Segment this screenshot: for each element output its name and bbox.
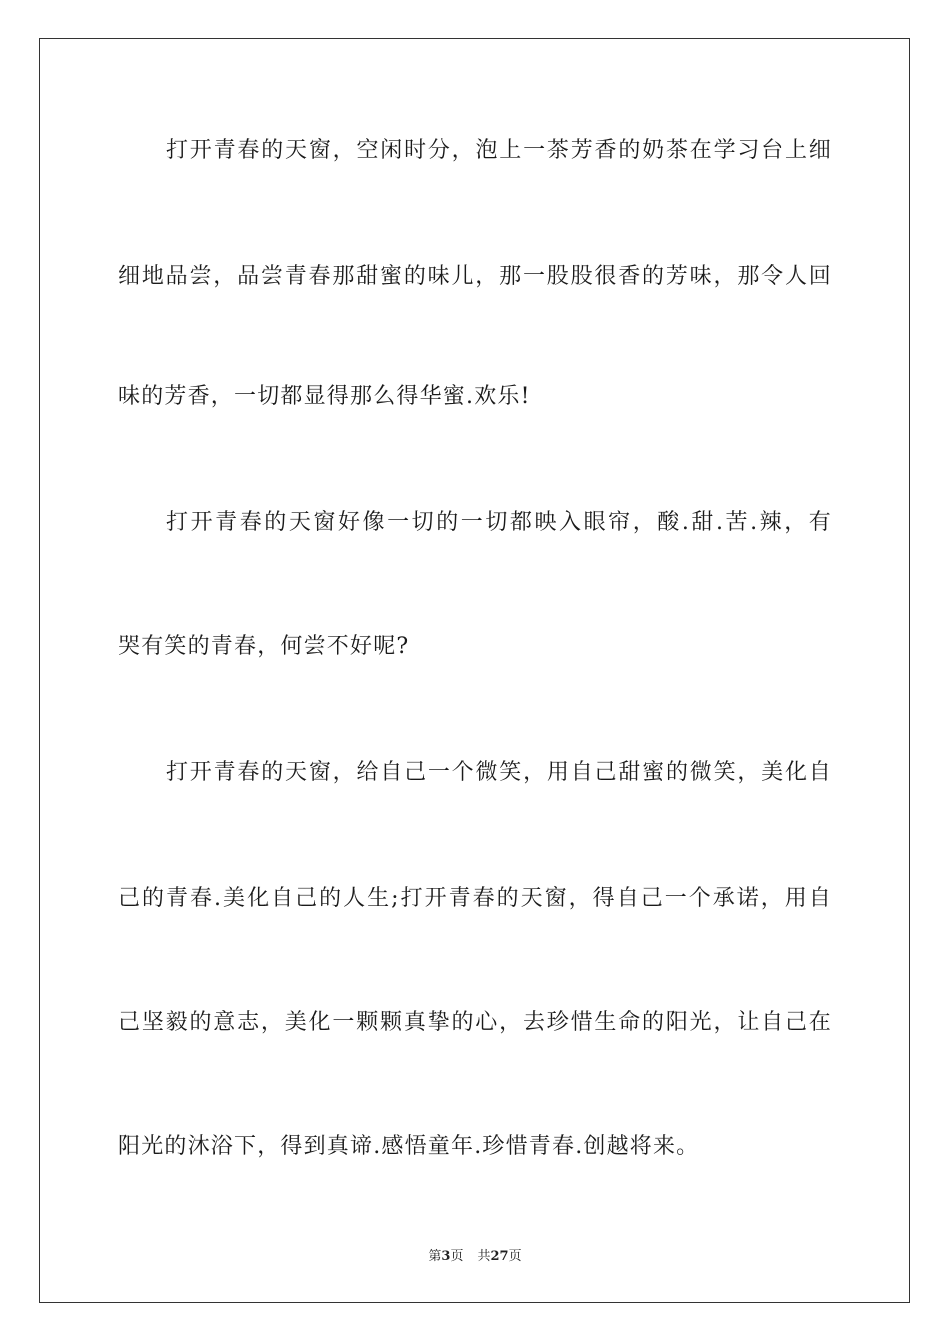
paragraph-1-line-3: 味的芳香，一切都显得那么得华蜜.欢乐! [118, 384, 531, 409]
footer-total-pages: 27 [490, 1249, 509, 1264]
paragraph-1-line-1: 打开青春的天窗，空闲时分，泡上一茶芳香的奶茶在学习台上细 [166, 138, 832, 163]
footer-page-number: 3 [441, 1249, 451, 1264]
page-border [39, 38, 910, 1303]
paragraph-3-line-2: 己的青春.美化自己的人生;打开青春的天窗，得自己一个承诺，用自 [118, 886, 832, 911]
footer-total-prefix: 共 [477, 1249, 491, 1264]
paragraph-1-line-2: 细地品尝，品尝青春那甜蜜的味儿，那一股股很香的芳味，那令人回 [118, 264, 832, 289]
footer-page-prefix: 第 [428, 1249, 442, 1264]
paragraph-2-line-2: 哭有笑的青春，何尝不好呢? [118, 634, 410, 659]
footer-page-suffix: 页 [450, 1249, 464, 1264]
paragraph-3-line-1: 打开青春的天窗，给自己一个微笑，用自己甜蜜的微笑，美化自 [166, 760, 832, 785]
footer-total-suffix: 页 [508, 1249, 522, 1264]
paragraph-3-line-4: 阳光的沐浴下，得到真谛.感悟童年.珍惜青春.创越将来。 [118, 1134, 700, 1159]
page-footer [0, 1248, 950, 1266]
paragraph-3-line-3: 己坚毅的意志，美化一颗颗真挚的心，去珍惜生命的阳光，让自己在 [118, 1010, 832, 1035]
paragraph-2-line-1: 打开青春的天窗好像一切的一切都映入眼帘，酸.甜.苦.辣，有 [166, 510, 832, 535]
